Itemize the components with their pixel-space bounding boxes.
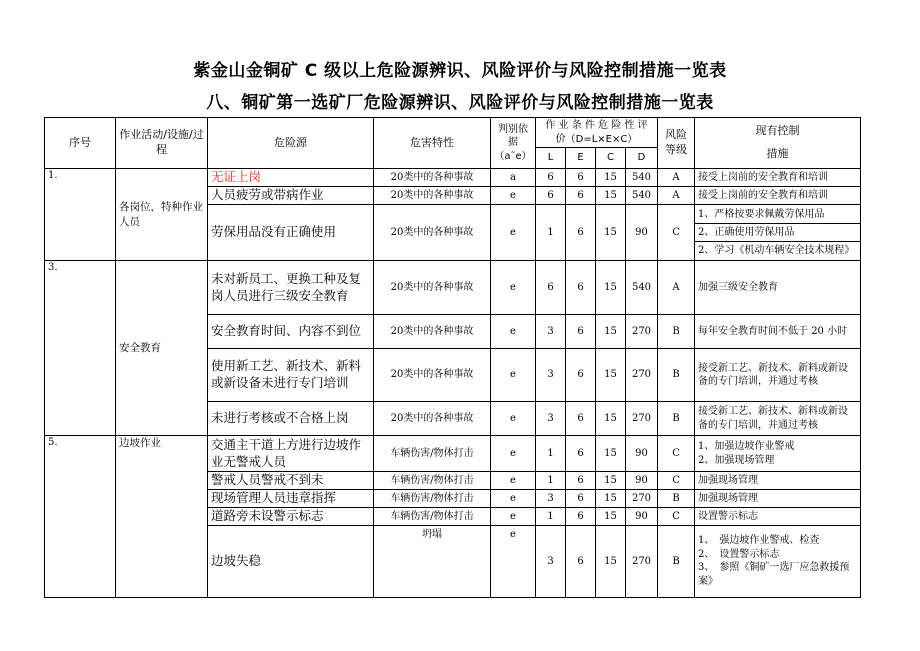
control-cell — [695, 205, 861, 261]
l-cell: 3 — [536, 315, 566, 349]
harm-cell: 坍塌 — [374, 525, 491, 597]
control-cell: 加强现场管理 — [695, 489, 861, 507]
hazard-cell: 未进行考核或不合格上岗 — [208, 402, 374, 436]
header-control-top: 现有控制 — [755, 124, 800, 138]
d-cell: 270 — [626, 402, 658, 436]
level-cell: B — [658, 315, 695, 349]
d-cell: 540 — [626, 187, 658, 205]
hazard-cell: 现场管理人员违章指挥 — [208, 489, 374, 507]
section-title: 八、铜矿第一选矿厂危险源辨识、风险评价与风险控制措施一览表 — [206, 93, 714, 113]
table-row — [45, 169, 861, 187]
level-cell: C — [658, 507, 695, 525]
d-cell: 270 — [626, 525, 658, 597]
d-cell: 90 — [626, 472, 658, 490]
control-line: 1、加强边坡作业警戒 — [698, 441, 795, 452]
c-cell: 15 — [596, 315, 626, 349]
l-cell: 1 — [536, 472, 566, 490]
hazard-cell: 无证上岗 — [208, 169, 374, 187]
control-cell: 设置警示标志 — [695, 507, 861, 525]
header-row — [45, 118, 861, 148]
control-cell — [695, 525, 861, 597]
level-cell: A — [658, 169, 695, 187]
header-L: L — [536, 148, 566, 169]
c-cell: 15 — [596, 261, 626, 315]
l-cell: 6 — [536, 169, 566, 187]
control-cell: 每年安全教育时间不低于 20 小时 — [695, 315, 861, 349]
level-cell: A — [658, 261, 695, 315]
document-title: 紫金山金铜矿 C 级以上危险源辨识、风险评价与风险控制措施一览表 — [193, 61, 727, 81]
activity-cell: 安全教育 — [116, 261, 208, 436]
harm-cell: 车辆伤害/物体打击 — [374, 436, 491, 472]
c-cell: 15 — [596, 205, 626, 261]
l-cell: 1 — [536, 507, 566, 525]
d-cell: 270 — [626, 315, 658, 349]
hazard-cell: 劳保用品没有正确使用 — [208, 205, 374, 261]
e-cell: 6 — [566, 489, 596, 507]
basis-cell: e — [491, 261, 536, 315]
harm-cell: 车辆伤害/物体打击 — [374, 489, 491, 507]
seq-cell: 1. — [45, 169, 116, 261]
l-cell: 6 — [536, 187, 566, 205]
l-cell: 1 — [536, 205, 566, 261]
e-cell: 6 — [566, 349, 596, 402]
harm-cell: 20类中的各种事故 — [374, 261, 491, 315]
c-cell: 15 — [596, 402, 626, 436]
d-cell: 540 — [626, 261, 658, 315]
table-row — [45, 436, 861, 472]
hazard-cell: 未对新员工、更换工种及复岗人员进行三级安全教育 — [208, 261, 374, 315]
e-cell: 6 — [566, 187, 596, 205]
basis-cell: e — [491, 525, 536, 597]
basis-cell: e — [491, 402, 536, 436]
l-cell: 1 — [536, 436, 566, 472]
header-harm: 危害特性 — [374, 118, 491, 169]
hazard-cell: 交通主干道上方进行边坡作业无警戒人员 — [208, 436, 374, 472]
header-D: D — [626, 148, 658, 169]
control-line: 2、学习《机动车辆安全技术规程》 — [698, 244, 855, 256]
e-cell: 6 — [566, 436, 596, 472]
l-cell: 3 — [536, 402, 566, 436]
basis-cell: a — [491, 169, 536, 187]
c-cell: 15 — [596, 489, 626, 507]
e-cell: 6 — [566, 525, 596, 597]
level-cell: A — [658, 187, 695, 205]
c-cell: 15 — [596, 525, 626, 597]
d-cell: 90 — [626, 205, 658, 261]
header-activity: 作业活动/设施/过程 — [116, 118, 208, 169]
header-level: 风险等级 — [658, 118, 695, 169]
header-E: E — [566, 148, 596, 169]
basis-cell: e — [491, 349, 536, 402]
control-cell: 加强现场管理 — [695, 472, 861, 490]
activity-cell: 边坡作业 — [116, 436, 208, 598]
control-line: 2、正确使用劳保用品 — [695, 224, 860, 242]
d-cell: 90 — [626, 436, 658, 472]
harm-cell: 20类中的各种事故 — [374, 402, 491, 436]
basis-cell: e — [491, 436, 536, 472]
control-cell: 接受上岗前的安全教育和培训 — [695, 169, 861, 187]
e-cell: 6 — [566, 472, 596, 490]
e-cell: 6 — [566, 261, 596, 315]
c-cell: 15 — [596, 507, 626, 525]
d-cell: 270 — [626, 349, 658, 402]
c-cell: 15 — [596, 472, 626, 490]
harm-cell: 车辆伤害/物体打击 — [374, 507, 491, 525]
control-cell: 加强三级安全教育 — [695, 261, 861, 315]
hazard-cell: 使用新工艺、新技术、新料或新设备未进行专门培训 — [208, 349, 374, 402]
harm-cell: 20类中的各种事故 — [374, 187, 491, 205]
control-line: 2、 设置警示标志 — [698, 548, 780, 560]
header-basis: 判别依据（a˜e） — [491, 118, 536, 169]
control-line: 3、 参照《铜矿一选厂应急救援预案》 — [698, 562, 850, 587]
seq-cell: 5. — [45, 436, 116, 598]
control-line: 1、严格按要求佩戴劳保用品 — [695, 206, 860, 224]
risk-assessment-table — [44, 117, 861, 598]
d-cell: 540 — [626, 169, 658, 187]
c-cell: 15 — [596, 349, 626, 402]
control-cell: 接受上岗前的安全教育和培训 — [695, 187, 861, 205]
level-cell: C — [658, 472, 695, 490]
control-line: 2、加强现场管理 — [698, 454, 775, 466]
e-cell: 6 — [566, 205, 596, 261]
level-cell: B — [658, 402, 695, 436]
basis-cell: e — [491, 315, 536, 349]
d-cell: 270 — [626, 489, 658, 507]
harm-cell: 车辆伤害/物体打击 — [374, 472, 491, 490]
l-cell: 3 — [536, 349, 566, 402]
e-cell: 6 — [566, 169, 596, 187]
level-cell: B — [658, 525, 695, 597]
basis-cell: e — [491, 489, 536, 507]
hazard-cell: 道路旁未设警示标志 — [208, 507, 374, 525]
harm-cell: 20类中的各种事故 — [374, 349, 491, 402]
table-row — [45, 261, 861, 315]
header-seq: 序号 — [45, 118, 116, 169]
basis-cell: e — [491, 187, 536, 205]
control-line: 1、 强边坡作业警戒、检查 — [698, 535, 820, 547]
basis-cell: e — [491, 205, 536, 261]
hazard-cell: 警戒人员警戒不到未 — [208, 472, 374, 490]
c-cell: 15 — [596, 187, 626, 205]
level-cell: C — [658, 205, 695, 261]
basis-cell: e — [491, 472, 536, 490]
harm-cell: 20类中的各种事故 — [374, 315, 491, 349]
d-cell: 90 — [626, 507, 658, 525]
header-control-bottom: 措施 — [766, 147, 789, 160]
basis-cell: e — [491, 507, 536, 525]
activity-cell: 各岗位，特种作业人员 — [116, 169, 208, 261]
c-cell: 15 — [596, 169, 626, 187]
header-hazard: 危险源 — [208, 118, 374, 169]
hazard-cell: 人员疲劳或带病作业 — [208, 187, 374, 205]
level-cell: B — [658, 349, 695, 402]
l-cell: 3 — [536, 525, 566, 597]
e-cell: 6 — [566, 507, 596, 525]
control-cell — [695, 436, 861, 472]
l-cell: 3 — [536, 489, 566, 507]
level-cell: B — [658, 489, 695, 507]
harm-cell: 20类中的各种事故 — [374, 205, 491, 261]
e-cell: 6 — [566, 402, 596, 436]
harm-cell: 20类中的各种事故 — [374, 169, 491, 187]
l-cell: 6 — [536, 261, 566, 315]
header-C: C — [596, 148, 626, 169]
seq-cell: 3. — [45, 261, 116, 436]
level-cell: C — [658, 436, 695, 472]
c-cell: 15 — [596, 436, 626, 472]
hazard-cell: 安全教育时间、内容不到位 — [208, 315, 374, 349]
header-control — [695, 118, 861, 169]
control-cell: 接受新工艺、新技术、新料或新设备的专门培训，并通过考核 — [695, 349, 861, 402]
hazard-cell: 边坡失稳 — [208, 525, 374, 597]
header-condition: 作 业 条 件 危 险 性 评 价（D=L×E×C） — [536, 118, 658, 148]
e-cell: 6 — [566, 315, 596, 349]
control-cell: 接受新工艺、新技术、新料或新设备的专门培训，并通过考核 — [695, 402, 861, 436]
